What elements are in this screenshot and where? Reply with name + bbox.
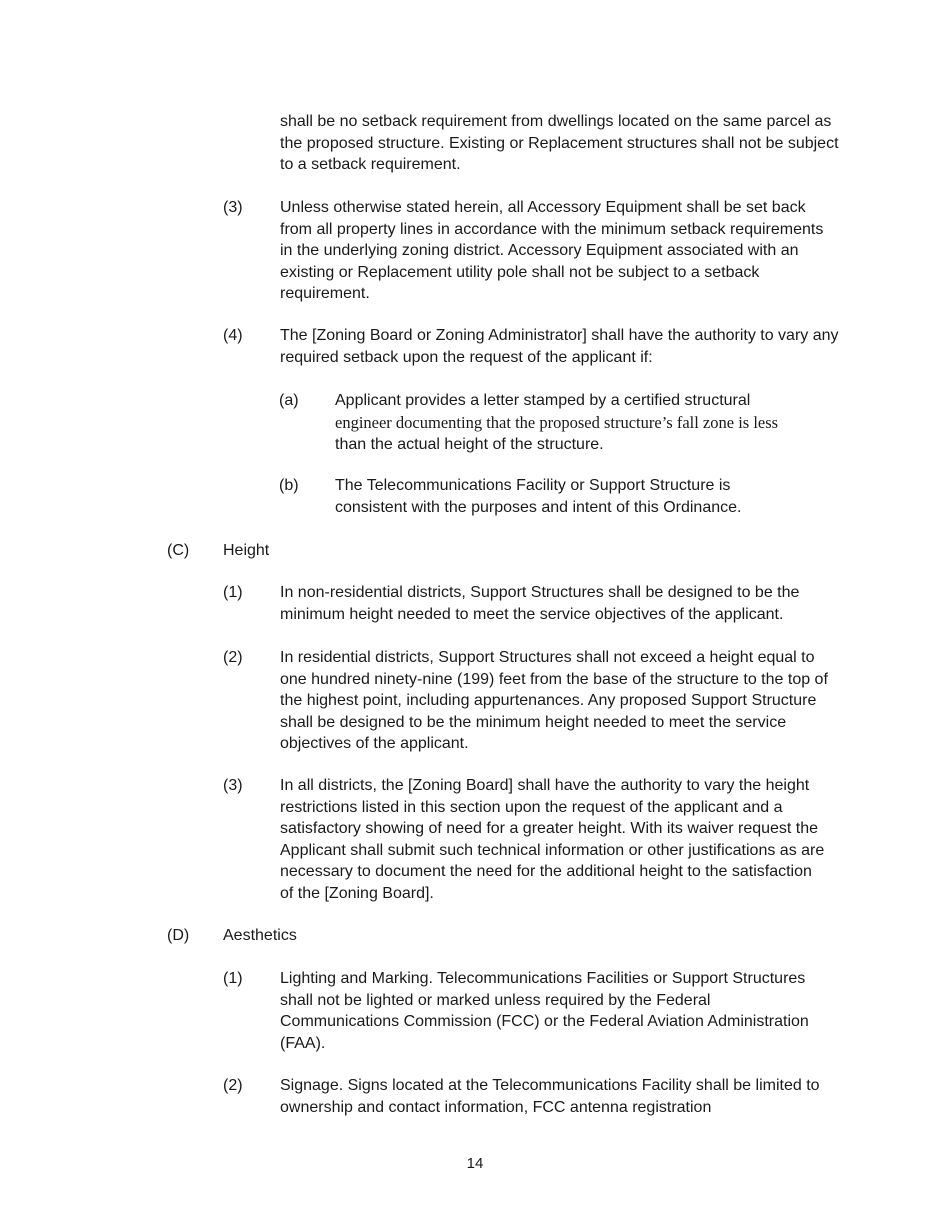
item-text-line-3: than the actual height of the structure. (335, 436, 604, 453)
item-text: Unless otherwise stated herein, all Accessory Equipment shall be set back from all property lines in accordance with the minimum setback requirements in the underlying zoning district. Accessory Equipment associated with an existing or Replacement utility pole shall not be subject to a setback requirement. (280, 199, 824, 302)
continuation-paragraph: shall be no setback requirement from dwellings located on the same parcel as the proposed structure. Existing or Replacement structures shall not be subject to a setback requirement. (280, 113, 839, 173)
item-text: Signage. Signs located at the Telecommunications Facility shall be limited to ownership and contact information, FCC antenna registration (280, 1077, 820, 1116)
item-number: (3) (223, 777, 243, 794)
page-number: 14 (466, 1155, 484, 1172)
item-text: In all districts, the [Zoning Board] shall have the authority to vary the height restrictions listed in this section upon the request of the applicant and a satisfactory showing of need for a greater height. With its waiver request the Applicant shall submit such technical information or other justifications as are necessary to document the need for the additional height to the satisfaction of the [Zoning Board]. (280, 777, 825, 902)
item-number: (4) (223, 327, 243, 344)
item-number: (2) (223, 649, 243, 666)
item-text: In non-residential districts, Support Structures shall be designed to be the minimum height needed to meet the service objectives of the applicant. (280, 584, 800, 623)
item-number: (3) (223, 199, 243, 216)
item-text-line-2: engineer documenting that the proposed structure’s fall zone is less (335, 412, 779, 432)
item-text: The Telecommunications Facility or Support Structure is consistent with the purposes and intent of this Ordinance. (335, 477, 742, 516)
section-number: (D) (167, 927, 190, 944)
item-number: (a) (279, 392, 299, 409)
item-text: Lighting and Marking. Telecommunications Facilities or Support Structures shall not be lighted or marked unless required by the Federal Communications Commission (FCC) or the Federal Aviation Administration (FAA). (280, 970, 809, 1052)
item-number: (1) (223, 970, 243, 987)
item-number: (1) (223, 584, 243, 601)
section-number: (C) (167, 542, 190, 559)
item-number: (b) (279, 477, 299, 494)
item-number: (2) (223, 1077, 243, 1094)
section-title: Aesthetics (223, 927, 297, 944)
item-text: The [Zoning Board or Zoning Administrator] shall have the authority to vary any required setback upon the request of the applicant if: (280, 327, 839, 366)
item-text (335, 390, 845, 456)
item-text: In residential districts, Support Structures shall not exceed a height equal to one hundred ninety-nine (199) feet from the base of the structure to the top of the highest point, including appurtenances. Any proposed Support Structure shall be designed to be the minimum height needed to meet the service objectives of the applicant. (280, 649, 828, 752)
section-title: Height (223, 542, 270, 559)
item-text-line-1: Applicant provides a letter stamped by a certified structural (335, 392, 751, 409)
